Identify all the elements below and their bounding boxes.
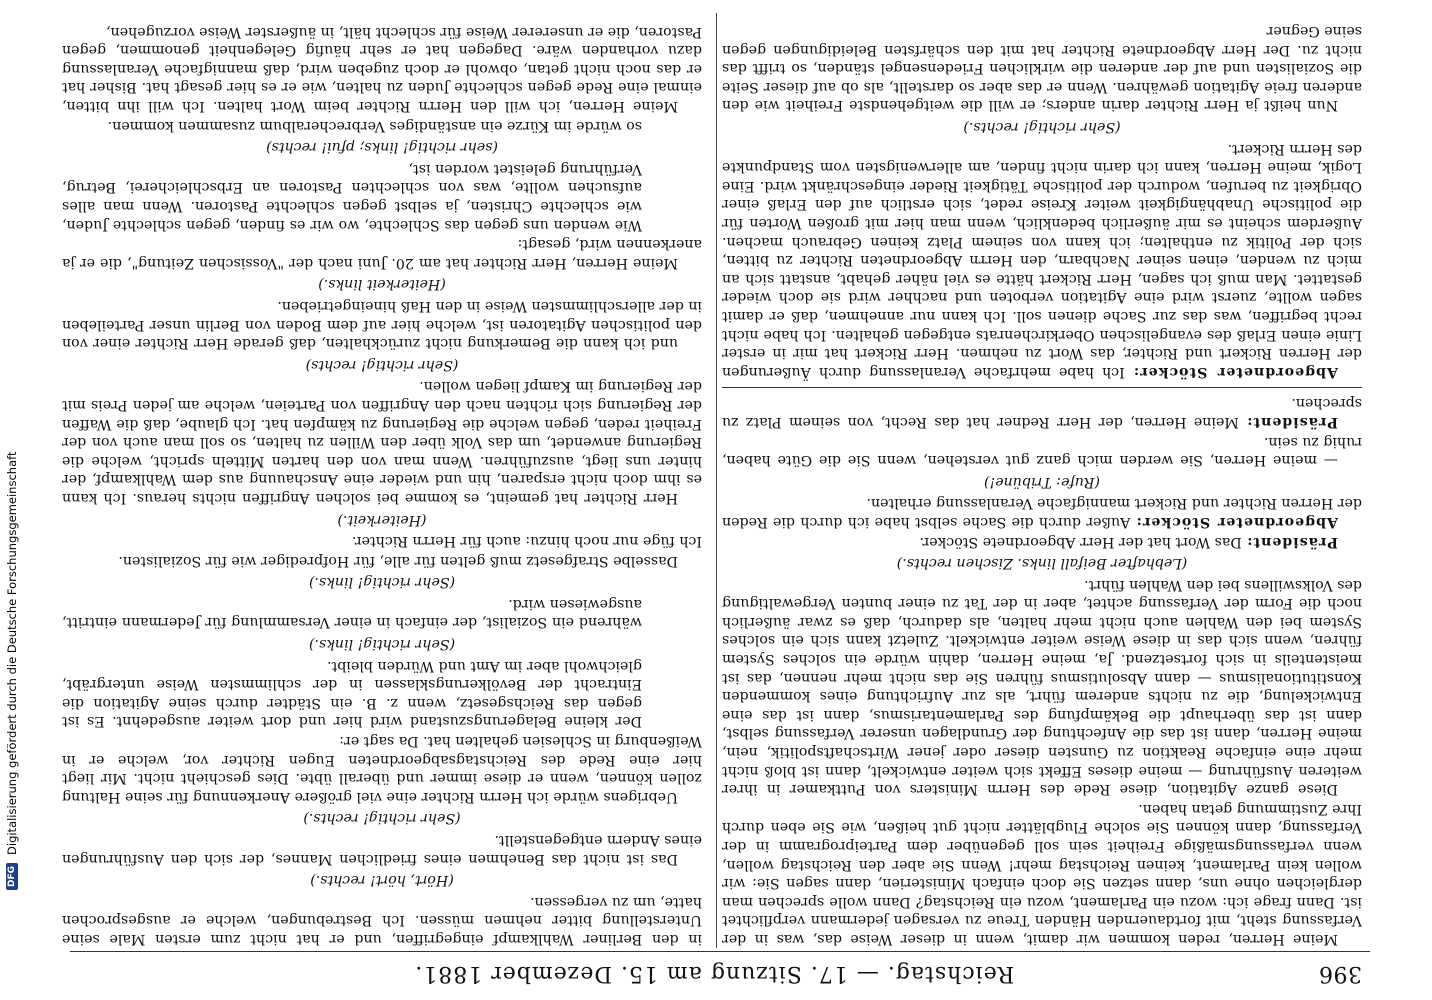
paragraph-text: während ein Sozialist, der einfach in einer Versammlung für Jedermann eintritt, ausgewiesen wird. <box>62 595 642 631</box>
quotation <box>62 159 642 233</box>
paragraph-text: Meine Herren, der Herr Redner hat das Recht, von seinem Platz zu sprechen. <box>722 395 1362 430</box>
stage-direction <box>62 510 702 529</box>
speaker-name: Abgeordneter Stöcker: <box>1132 363 1338 380</box>
stage-direction <box>62 635 702 654</box>
side-imprint <box>2 130 22 890</box>
stage-direction <box>62 275 702 294</box>
paragraph-text: so würde im Kürze ein anständiges Verbrecheralbum zusammen kommen. <box>107 117 642 134</box>
paragraph-text: (Lebhafter Beifall links. Zischen rechts.) <box>896 555 1188 572</box>
paragraph-text: Meine Herren, ich will den Herrn Richter beim Wort halten. Ich will ihn bitten, einmal eine Rede gegen schlechte Juden zu halten, wie er es hier gesagt hat. Bisher hat er das noch nicht getan, obwohl er doch zugeben wird, daß mannigfache Veranlassung dazu vorhanden wäre. Dagegen hat er sehr häufig Gelegenheit genommen, gegen Pastoren, die er unsererer Weise für schlecht hält, in äußerster Weise vorzugehen, <box>62 23 702 115</box>
paragraph-text: (Heiterkeit links.) <box>318 276 446 293</box>
quotation <box>62 594 642 631</box>
quotation <box>62 656 642 730</box>
paragraph <box>62 551 702 570</box>
paragraph <box>62 235 702 272</box>
page-title: Reichstag. — 17. Sitzung am 15. Dezember 1881. <box>414 961 1015 987</box>
stage-direction <box>62 355 702 374</box>
paragraph-text: (Sehr richtig! links.) <box>308 574 456 591</box>
paragraph <box>62 892 702 948</box>
speaker-name: Präsident: <box>1246 413 1338 430</box>
paragraph-text: Ich füge nur noch hinzu: auch für Herrn Richter. <box>351 533 702 550</box>
paragraph <box>62 296 702 352</box>
paragraph-text: Außer durch die Sache selbst habe ich durch die Reden der Herren Richter und Rickert mannigfache Veranlassung erhalten. <box>722 495 1362 530</box>
paragraph <box>722 494 1362 531</box>
paragraph-text: und ich kann die Bemerkung nicht zurückhalten, daß gerade Herr Richter einer von den politischen Agitatoren ist, welche hier auf dem Boden von Berlin unser Parteileben in der allerschlimmsten Weise in den Haß hineingetrieben. <box>62 298 702 352</box>
column-divider <box>716 13 717 948</box>
dfg-logo: DFG <box>6 863 18 890</box>
stage-direction <box>62 809 702 828</box>
paragraph-text: Das Wort hat der Herr Abgeordnete Stöcker. <box>919 533 1247 550</box>
running-header <box>80 954 1362 994</box>
paragraph-text: (Sehr richtig! links.) <box>308 636 456 653</box>
paragraph-text: (Hört, hört! rechts.) <box>310 872 454 889</box>
imprint-text: Digitalisierung gefördert durch die Deutsche Forschungsgemeinschaft <box>5 451 19 855</box>
paragraph-text: Meine Herren, reden kommen wir damit, wenn in dieser Weise das, was in der Verfassung steht, mit fortdauernden Händen Treue zu versagen jedermann verpflichtet ist. Dann frage ich: wozu ein Parlament, wozu ein Reichstag? Dann wolle sprechen man dergleichen ohne uns, dann setzen Sie doch einfach Ministerien, dann sagen Sie: wir wollen kein Parlament, keinen Reichstag mehr! Wenn Sie aber den Reichstag wollen, wenn verfassungsmäßige Freiheit sein soll gegenüber dem Parteiprogramm in der Verfassung, dann können Sie solche Flugblätter nicht gut heißen, wie Sie eben durch Ihre Zustimmung getan haben. <box>722 800 1362 947</box>
paragraph-text: Das ist nicht das Benehmen eines friedlichen Mannes, der sich den Ausführungen eines Andern entgegenstellt. <box>62 832 702 867</box>
paragraph <box>722 394 1362 431</box>
page-number: 396 <box>1318 961 1362 987</box>
paragraph <box>62 830 702 867</box>
paragraph-text: (Sehr richtig! rechts.) <box>303 810 461 827</box>
paragraph-text: Ich habe mehrfache Veranlassung durch Äußerungen der Herren Rickert und Richter, das Wort zu nehmen. Herr Rickert hat mir in erster Linie einen Erlaß des evangelischen Oberkirchenrats entgegen gehalten. Ich habe nicht recht begriffen, was das zur Sache dienen soll. Ich kann nur annehmen, daß er damit sagen wollte, zuerst wird eine Agitation verboten und nachher wird sie doch wieder gestattet. Man muß ich sagen, Herr Rickert hätte es viel näher gehabt, anstatt sich an mich zu wenden, einen seiner Nachbarn, den Herrn Abgeordneten Richter zu bitten, sich der Politik zu enthalten; ich kann von seinem Platz keinen Gebrauch machen. Außerdem scheint es mir äußerlich bedenklich, wenn man hier mit großen Worten für die politische Unabhängigkeit weiter Kreise redet, sich erstlich auf den Erlaß einer Obrigkeit zu berufen, wodurch der politische Tätigkeit Rieder eingeschränkt wird. Eine Logik, meine Herren, kann ich darin nicht finden, am allerwenigsten vom Standpunkte des Herrn Rickert. <box>721 140 1362 380</box>
stage-direction <box>722 472 1362 491</box>
header-rule <box>70 951 1370 952</box>
paragraph-text: Herr Richter hat gemeint, es komme bei solchen Angriffen nichts heraus. Ich kann es ihm doch nicht ersparen, hin und wieder eine Anschauung aus dem Wahlkampf, der hinter uns liegt, auszuführen. Wenn man von den harten Mitteln spricht, welche die Regierung anwendet, um das Volk über den Willen zu halten, so soll man auch von der Freiheit reden, gegen welche die Regierung zu kämpfen hat. Ich glaube, daß die Waffen der Regierung sich richten nach den Angriffen von Parteien, welche am jeden Preis mit der Regierung im Kampf liegen wollen. <box>62 378 702 506</box>
paragraph-text: Dasselbe Strafgesetz muß gelten für alle, für Hofprediger wie für Sozialisten. <box>118 552 678 569</box>
paragraph <box>62 731 702 805</box>
speaker-name: Abgeordneter Stöcker: <box>1135 513 1338 530</box>
paragraph <box>62 377 702 507</box>
paragraph-text: (Sehr richtig! rechts) <box>305 356 459 373</box>
stage-direction <box>62 871 702 890</box>
paragraph-text: (Heiterkeit.) <box>337 511 427 528</box>
speaker-name: Präsident: <box>1246 533 1338 550</box>
paragraph-text: (Rufe: Tribüne!) <box>983 473 1101 490</box>
paragraph-text: Wie wenden uns gegen das Schlechte, wo wir es finden, gegen schlechte Juden, wie schlechte Christen, ja selbst gegen schlechte Pastoren. Wenn man alles aufsuchen wollte, was von schlechten Pastoren an Erbschleicherei, Betrug, Verführung geleistet worden ist, <box>62 160 642 233</box>
paragraph-text: Uebrigens würde ich Herrn Richter eine viel größere Anerkennung für seine Haltung zollen können, wenn er diese immer und überall übte. Dies geschieht nicht. Mir liegt hier eine Rede des Reichstagsabgeordneten Eugen Richter vor, welche er in Weißenburg in Schlesien gehalten hat. Da sagt er: <box>61 733 702 805</box>
paragraph <box>722 575 1362 798</box>
paragraph <box>722 799 1362 948</box>
paragraph-text: Diese ganze Agitation, diese Rede des Herrn Ministers von Puttkamer in ihrer weiteren Ausführung — meine dieses Effekt sich weiter entwickelt, dann ist bloß nicht mehr eine einfache Reaktion zu Gunsten dieser oder jener Wirtschaftspolitik, nein, meine Herren, dann ist das die Anfechtung der Grundlagen unserer Verfassung selbst, dann ist das überhaupt die Bekämpfung des Parlamentarismus, dann ist das eine Entwickelung, die zu nichts anderem führt, als zur Aufrichtung eines kommenden Konstitutionalismus — dann Absolutismus führen Sie das nicht mehr nennen, das ist meistenteils in sich fortsetzend. Ja, meine Herren, dahin würde ein solches System führen, wenn sich das in diese Weise weiter entwickelt. Zuletzt kann sich ein solches System bei den Wahlen auch nicht mehr halten, als dadurch, daß es zwar äußerlich noch die Form der Verfassung achtet, aber in der Tat zu einer bunten Vergewaltigung des Volkswillens bei den Wahlen führt. <box>722 576 1362 798</box>
paragraph-text: — meine Herren, Sie werden mich ganz gut verstehen, wenn Sie die Güte haben, ruhig zu sein. <box>722 433 1362 469</box>
paragraph-text: (Sehr richtig! rechts.) <box>963 119 1121 136</box>
left-column <box>722 13 1362 948</box>
paragraph <box>722 432 1362 469</box>
paragraph <box>722 139 1362 381</box>
paragraph-text: in den Berliner Wahlkampf eingegriffen, und er hat nicht zum ersten Male seine Unterstellung bitter nehmen müssen. Ich Bestrebungen, welche er ausgesprochen hatte, um zu vergessen. <box>62 893 702 947</box>
paragraph <box>62 532 702 551</box>
stage-direction <box>62 138 702 157</box>
paragraph-text: Nun heißt ja Herr Richter darin anders; er will die weitgehendste Freiheit wie den anderen freie Agitation gewähren. Wenn er das aber so darstellt, als ob auf dieser Seite die Sozialisten und auf der anderen die wirklichen Friedensengel ständen, so trifft das nicht zu. Der Herr Abgeordnete Richter hat mit den schärfsten Beleidigungen gegen seine Gegner <box>722 23 1362 114</box>
paragraph-text: Der kleine Belagerungszustand wird hier und dort weiter ausgedehnt. Es ist gegen das Reichsgesetz, wenn z. B. ein Städter durch seine Agitation die Eintracht der Bevölkerungsklassen in der schlimmsten Weise untergräbt, gleichwohl aber im Amt und Würden bleibt. <box>62 657 642 730</box>
right-column <box>62 13 702 948</box>
section-rule <box>722 387 1362 388</box>
quotation <box>62 116 642 135</box>
paragraph-text: (sehr richtig! links; pfui! rechts) <box>266 139 498 156</box>
paragraph <box>722 22 1362 115</box>
paragraph <box>722 532 1362 551</box>
stage-direction <box>62 573 702 592</box>
paragraph-text: Meine Herren, Herr Richter hat am 20. Juni nach der "Vossischen Zeitung", die er ja anerkennen wird, gesagt: <box>62 236 702 271</box>
paragraph <box>62 22 702 115</box>
stage-direction <box>722 117 1362 136</box>
stage-direction <box>722 554 1362 573</box>
